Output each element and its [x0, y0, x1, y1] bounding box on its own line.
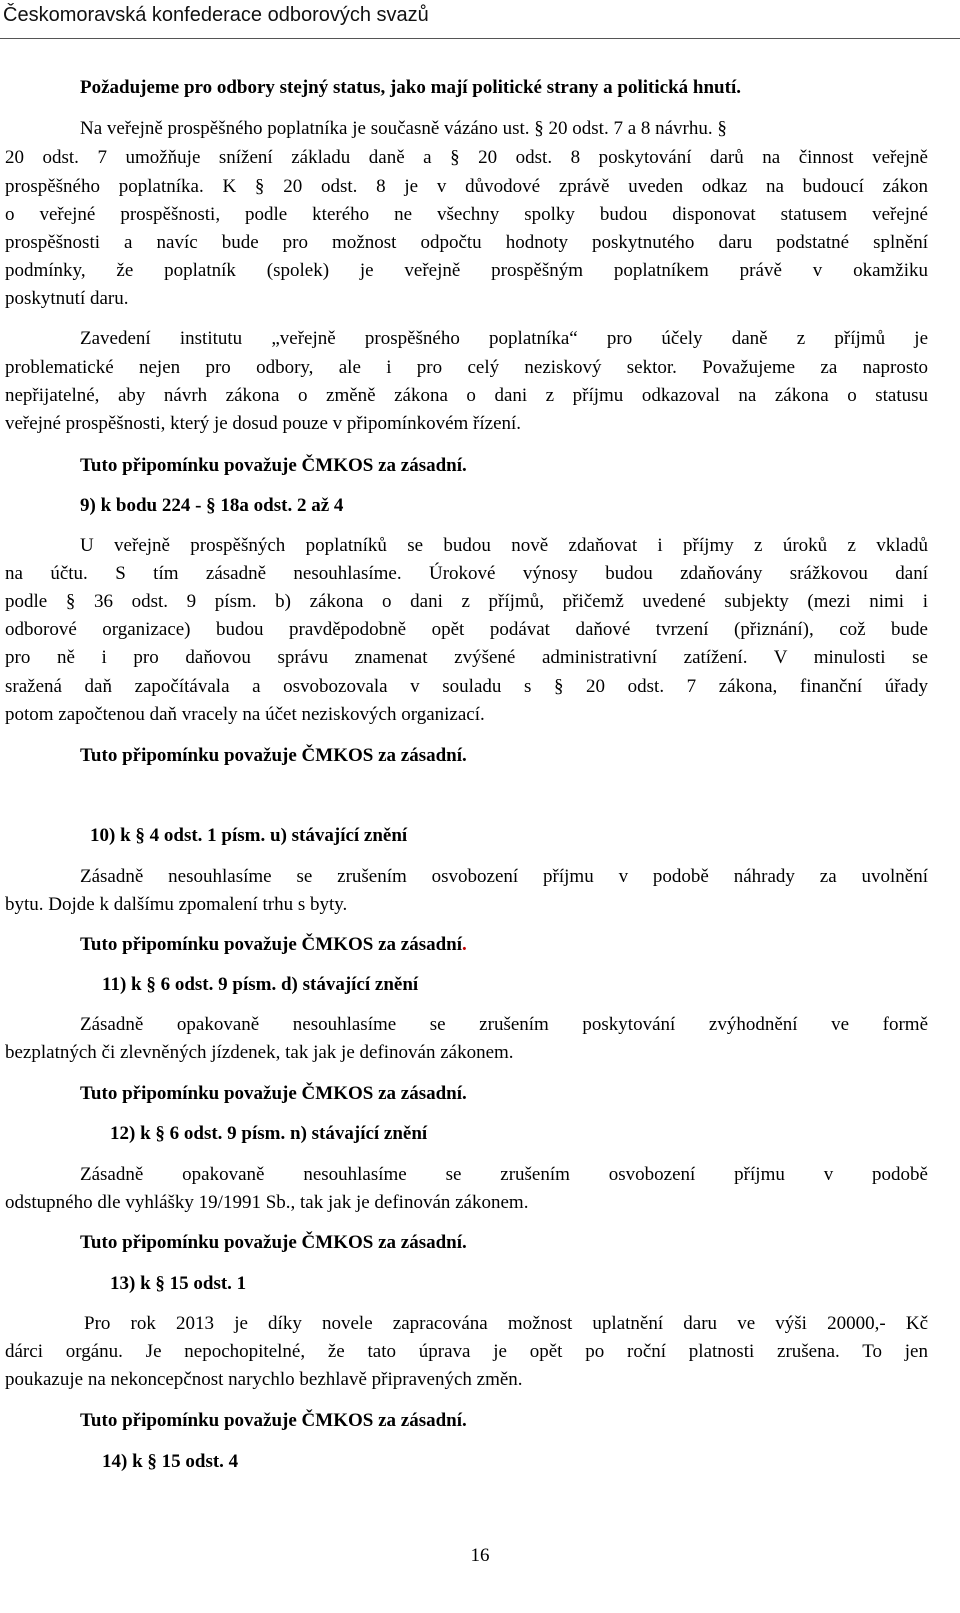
statement-fundamental: Tuto připomínku považuje ČMKOS za zásadní. — [80, 1232, 467, 1253]
page-header — [0, 0, 960, 39]
paragraph-line: podle § 36 odst. 9 písm. b) zákona o dani z příjmů, přičemž uvedené subjekty (mezi nimi i — [5, 591, 928, 612]
paragraph-line: dárci orgánu. Je nepochopitelné, že tato úprava je opět po roční platnosti zrušena. To jen — [5, 1341, 928, 1362]
paragraph-line: potom započtenou daň vracely na účet neziskových organizací. — [5, 704, 485, 725]
paragraph-line: 20 odst. 7 umožňuje snížení základu daně a § 20 odst. 8 poskytování darů na činnost veřejně — [5, 147, 928, 168]
page-number: 16 — [470, 1545, 490, 1566]
paragraph-line: na účtu. S tím zásadně nesouhlasíme. Úrokové výnosy budou zdaňovány srážkovou daní — [5, 563, 928, 584]
paragraph-line: veřejné prospěšnosti, který je dosud pouze v připomínkovém řízení. — [5, 413, 522, 434]
section-heading-11: 11) k § 6 odst. 9 písm. d) stávající znění — [102, 974, 419, 995]
heading-status: Požadujeme pro odbory stejný status, jako mají politické strany a politická hnutí. — [80, 77, 741, 98]
paragraph-line: U veřejně prospěšných poplatníků se budou nově zdaňovat i příjmy z úroků z vkladů — [80, 535, 928, 556]
paragraph-line: podmínky, že poplatník (spolek) je veřejně prospěšným poplatníkem právě v okamžiku — [5, 260, 928, 281]
paragraph-line: sražená daň započítávala a osvobozovala v souladu s § 20 odst. 7 zákona, finanční úřady — [5, 676, 928, 697]
paragraph-line: Zásadně nesouhlasíme se zrušením osvobození příjmu v podobě náhrady za uvolnění — [80, 866, 928, 887]
paragraph-line: pro ně i pro daňovou správu znamenat zvýšené administrativní zatížení. V minulosti se — [5, 647, 928, 668]
statement-fundamental: Tuto připomínku považuje ČMKOS za zásadní. — [80, 455, 467, 476]
paragraph-line: bezplatných či zlevněných jízdenek, tak jak je definován zákonem. — [5, 1042, 514, 1063]
red-period: . — [462, 934, 467, 955]
paragraph-line: Zásadně opakovaně nesouhlasíme se zrušením poskytování zvýhodnění ve formě — [80, 1014, 928, 1035]
paragraph-line: problematické nejen pro odbory, ale i pro celý neziskový sektor. Považujeme za naprosto — [5, 357, 928, 378]
paragraph-line: bytu. Dojde k dalšímu zpomalení trhu s byty. — [5, 894, 348, 915]
statement-fundamental: Tuto připomínku považuje ČMKOS za zásadní. — [80, 1083, 467, 1104]
header-title: Českomoravská konfederace odborových svazů — [3, 4, 429, 26]
paragraph-line: prospěšnosti a navíc bude pro možnost odpočtu hodnoty poskytnutého daru podstatné splnění — [5, 232, 928, 253]
paragraph-line: odstupného dle vyhlášky 19/1991 Sb., tak jak je definován zákonem. — [5, 1192, 529, 1213]
section-heading-14: 14) k § 15 odst. 4 — [102, 1451, 239, 1472]
paragraph-line: nepřijatelné, aby návrh zákona o změně zákona o dani z příjmu odkazoval na zákona o statusu — [5, 385, 928, 406]
section-heading-9: 9) k bodu 224 - § 18a odst. 2 až 4 — [80, 495, 344, 516]
paragraph-line: poskytnutí daru. — [5, 288, 129, 309]
paragraph-line: Zásadně opakovaně nesouhlasíme se zrušením osvobození příjmu v podobě — [80, 1164, 928, 1185]
section-heading-13: 13) k § 15 odst. 1 — [110, 1273, 247, 1294]
paragraph-line: prospěšného poplatníka. K § 20 odst. 8 je v důvodové zprávě uveden odkaz na budoucí zákon — [5, 176, 928, 197]
statement-fundamental — [80, 933, 467, 957]
statement-fundamental: Tuto připomínku považuje ČMKOS za zásadní. — [80, 745, 467, 766]
section-heading-10: 10) k § 4 odst. 1 písm. u) stávající znění — [90, 825, 408, 846]
paragraph-line: Zavedení institutu „veřejně prospěšného poplatníka“ pro účely daně z příjmů je — [80, 328, 928, 349]
paragraph-line: odborové organizace) budou pravděpodobně opět podávat daňové tvrzení (přiznání), což bude — [5, 619, 928, 640]
section-heading-12: 12) k § 6 odst. 9 písm. n) stávající znění — [110, 1123, 428, 1144]
statement-fundamental: Tuto připomínku považuje ČMKOS za zásadní. — [80, 1410, 467, 1431]
paragraph-line: Pro rok 2013 je díky novele zapracována možnost uplatnění daru ve výši 20000,- Kč — [84, 1313, 928, 1334]
paragraph-line: o veřejné prospěšnosti, podle kterého ne všechny spolky budou disponovat statusem veřejné — [5, 204, 928, 225]
paragraph-line: poukazuje na nekoncepčnost narychlo bezhlavě připravených změn. — [5, 1369, 523, 1390]
paragraph-line: Na veřejně prospěšného poplatníka je současně vázáno ust. § 20 odst. 7 a 8 návrhu. § — [80, 118, 727, 139]
statement-text: Tuto připomínku považuje ČMKOS za zásadní — [80, 934, 463, 955]
